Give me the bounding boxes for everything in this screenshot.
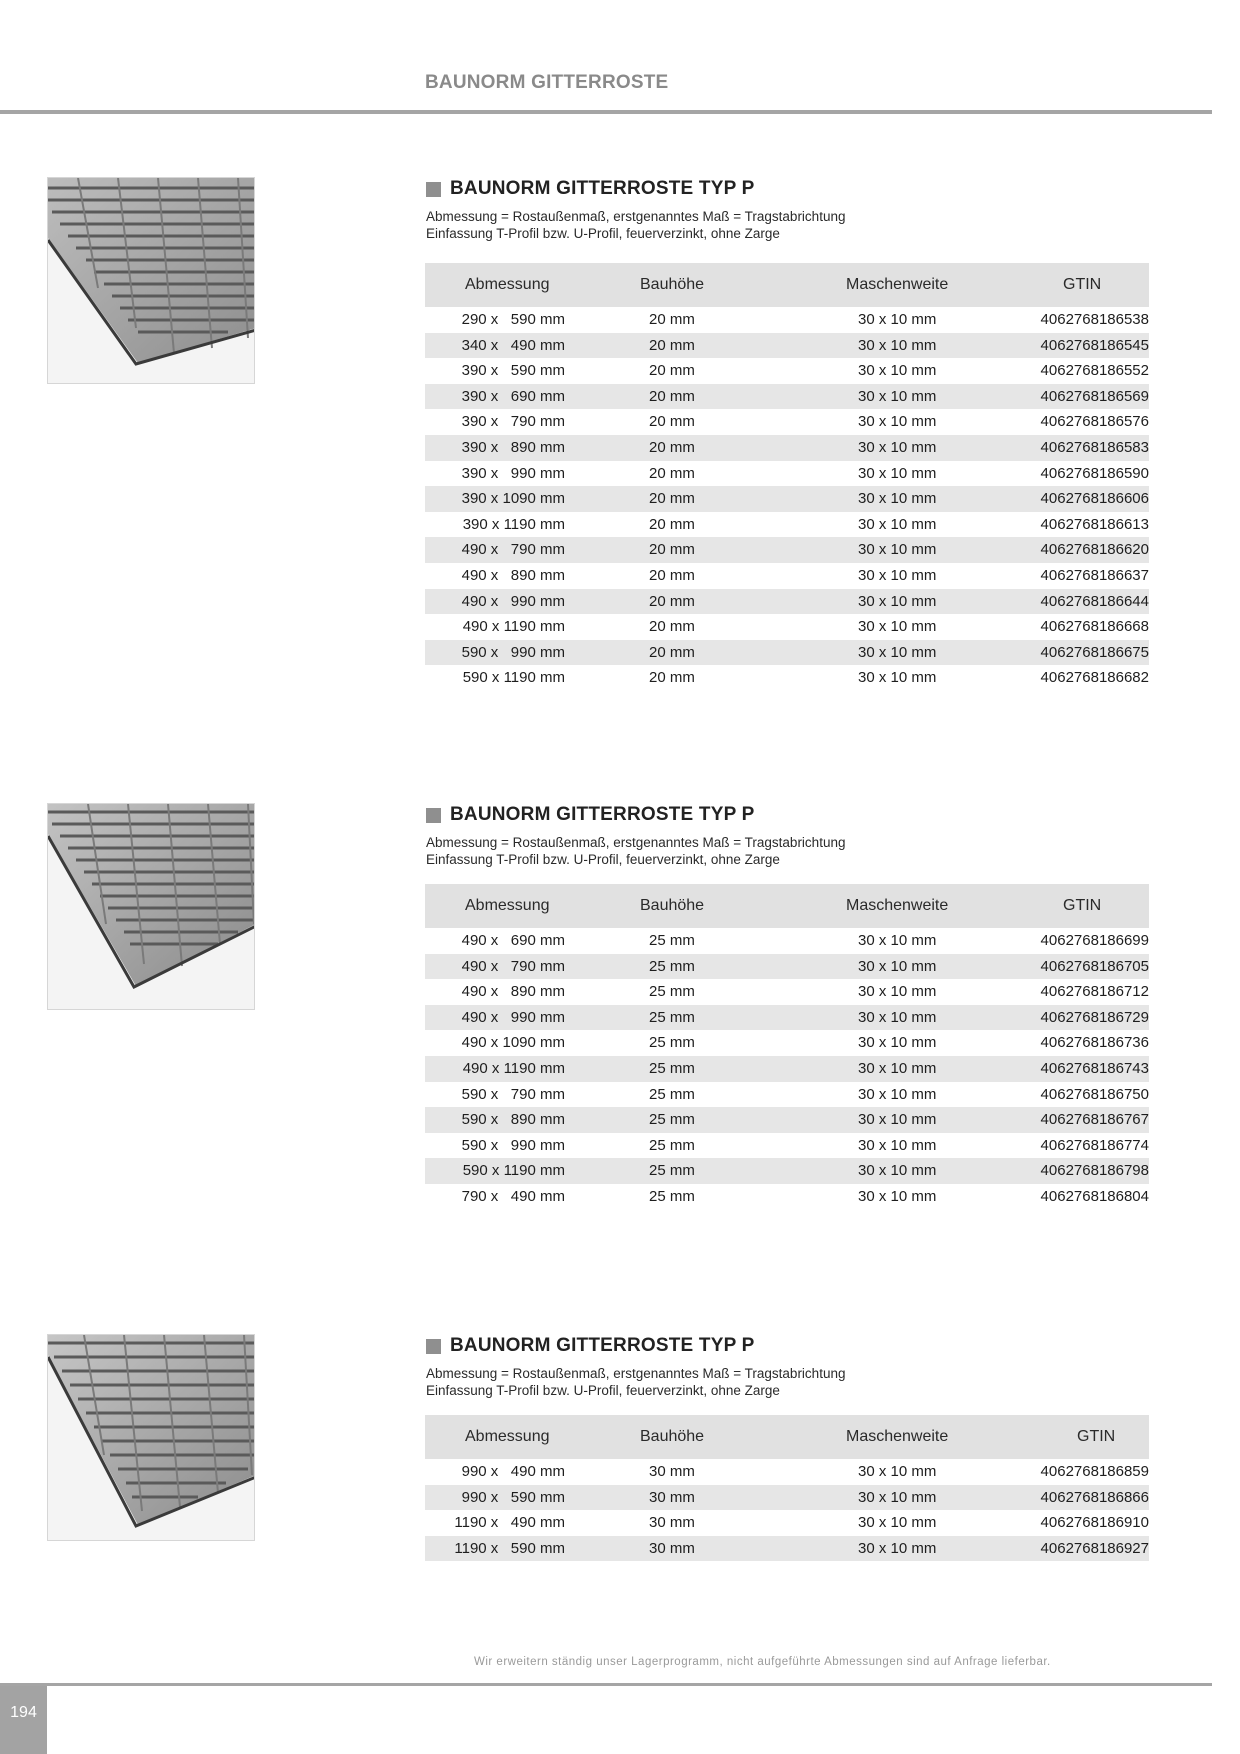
cell-abmessung: 590 x 890 mm: [461, 1111, 565, 1129]
cell-abmessung: 990 x 490 mm: [461, 1463, 565, 1480]
table-row: [425, 1030, 1149, 1056]
cell-maschenweite: 30 x 10 mm: [858, 669, 937, 687]
cell-gtin: 4062768186590: [1040, 464, 1149, 482]
description-line: Einfassung T-Profil bzw. U-Profil, feuerverzinkt, ohne Zarge: [426, 226, 780, 241]
cell-bauhoehe: 25 mm: [649, 1034, 695, 1052]
cell-abmessung: 390 x 890 mm: [461, 438, 565, 456]
section-title-text: BAUNORM GITTERROSTE TYP P: [450, 804, 755, 825]
cell-maschenweite: 30 x 10 mm: [858, 1162, 937, 1180]
table-row: [425, 512, 1149, 538]
cell-abmessung: 390 x 690 mm: [461, 387, 565, 405]
product-table: [425, 1415, 1149, 1561]
cell-abmessung: 490 x 890 mm: [461, 983, 565, 1001]
column-header-abmessung: Abmessung: [465, 897, 550, 914]
cell-bauhoehe: 25 mm: [649, 1059, 695, 1077]
cell-bauhoehe: 25 mm: [649, 1162, 695, 1180]
cell-abmessung: 390 x 990 mm: [461, 464, 565, 482]
cell-bauhoehe: 20 mm: [649, 413, 695, 431]
square-bullet-icon: [426, 1339, 441, 1354]
cell-maschenweite: 30 x 10 mm: [858, 1514, 937, 1532]
cell-maschenweite: 30 x 10 mm: [858, 592, 937, 610]
table-row: [425, 563, 1149, 589]
cell-bauhoehe: 20 mm: [649, 515, 695, 533]
cell-bauhoehe: 25 mm: [649, 1111, 695, 1129]
cell-maschenweite: 30 x 10 mm: [858, 983, 937, 1001]
column-header-bauhoehe: Bauhöhe: [640, 1428, 705, 1445]
table-header: [425, 263, 1149, 307]
section-description: [426, 834, 845, 868]
cell-bauhoehe: 25 mm: [649, 1136, 695, 1154]
cell-gtin: 4062768186675: [1040, 643, 1149, 661]
cell-gtin: 4062768186606: [1040, 490, 1149, 508]
cell-abmessung: 490 x 1190 mm: [462, 1059, 565, 1077]
table-row: [425, 1133, 1149, 1159]
cell-maschenweite: 30 x 10 mm: [858, 336, 937, 354]
cell-gtin: 4062768186569: [1040, 387, 1149, 405]
cell-gtin: 4062768186859: [1040, 1463, 1149, 1480]
cell-maschenweite: 30 x 10 mm: [858, 438, 937, 456]
table-row: [425, 435, 1149, 461]
description-line: Abmessung = Rostaußenmaß, erstgenanntes Maß = Tragstabrichtung: [426, 1366, 846, 1381]
cell-bauhoehe: 25 mm: [649, 1085, 695, 1103]
section-title: [426, 1334, 754, 1358]
table-row: [425, 665, 1149, 691]
cell-maschenweite: 30 x 10 mm: [858, 490, 937, 508]
table-row: [425, 333, 1149, 359]
cell-gtin: 4062768186736: [1040, 1034, 1149, 1052]
column-header-maschenweite: Maschenweite: [846, 1428, 949, 1445]
table-row: [425, 537, 1149, 563]
footer-note: Wir erweitern ständig unser Lagerprogramm, nicht aufgeführte Abmessungen sind auf Anfrage lieferbar.: [474, 1656, 1051, 1668]
section-description: [426, 208, 845, 242]
cell-maschenweite: 30 x 10 mm: [858, 957, 937, 975]
cell-abmessung: 490 x 990 mm: [461, 592, 565, 610]
cell-maschenweite: 30 x 10 mm: [858, 362, 937, 380]
table-body: [425, 307, 1149, 691]
cell-maschenweite: 30 x 10 mm: [858, 1463, 937, 1480]
table-row: [425, 1107, 1149, 1133]
table-row: [425, 1510, 1149, 1536]
table-row: [425, 954, 1149, 980]
cell-abmessung: 490 x 890 mm: [461, 566, 565, 584]
description-line: Einfassung T-Profil bzw. U-Profil, feuerverzinkt, ohne Zarge: [426, 1383, 780, 1398]
cell-maschenweite: 30 x 10 mm: [858, 413, 937, 431]
cell-gtin: 4062768186743: [1040, 1059, 1149, 1077]
cell-abmessung: 390 x 790 mm: [461, 413, 565, 431]
grating-product-image: [47, 177, 255, 384]
cell-maschenweite: 30 x 10 mm: [858, 932, 937, 949]
cell-bauhoehe: 20 mm: [649, 438, 695, 456]
cell-gtin: 4062768186729: [1040, 1008, 1149, 1026]
table-row: [425, 589, 1149, 615]
cell-bauhoehe: 20 mm: [649, 541, 695, 559]
cell-bauhoehe: 20 mm: [649, 311, 695, 328]
table-row: [425, 1184, 1149, 1210]
column-header-bauhoehe: Bauhöhe: [640, 897, 705, 914]
cell-gtin: 4062768186774: [1040, 1136, 1149, 1154]
table-row: [425, 1005, 1149, 1031]
page-header-title: BAUNORM GITTERROSTE: [425, 72, 669, 93]
cell-gtin: 4062768186699: [1040, 932, 1149, 949]
cell-maschenweite: 30 x 10 mm: [858, 515, 937, 533]
cell-bauhoehe: 20 mm: [649, 566, 695, 584]
cell-bauhoehe: 20 mm: [649, 490, 695, 508]
table-row: [425, 461, 1149, 487]
page-number: 194: [0, 1686, 47, 1754]
column-header-abmessung: Abmessung: [465, 1428, 550, 1445]
cell-bauhoehe: 25 mm: [649, 957, 695, 975]
cell-gtin: 4062768186705: [1040, 957, 1149, 975]
table-row: [425, 486, 1149, 512]
cell-abmessung: 1190 x 490 mm: [454, 1514, 565, 1532]
product-table: [425, 884, 1149, 1210]
square-bullet-icon: [426, 808, 441, 823]
cell-bauhoehe: 20 mm: [649, 336, 695, 354]
table-body: [425, 928, 1149, 1210]
cell-gtin: 4062768186545: [1040, 336, 1149, 354]
cell-gtin: 4062768186668: [1040, 618, 1149, 636]
section-description: [426, 1365, 845, 1399]
cell-maschenweite: 30 x 10 mm: [858, 566, 937, 584]
cell-bauhoehe: 20 mm: [649, 618, 695, 636]
cell-bauhoehe: 25 mm: [649, 983, 695, 1001]
cell-maschenweite: 30 x 10 mm: [858, 1136, 937, 1154]
header-divider: [0, 110, 1212, 114]
table-row: [425, 384, 1149, 410]
cell-gtin: 4062768186576: [1040, 413, 1149, 431]
cell-gtin: 4062768186637: [1040, 566, 1149, 584]
cell-bauhoehe: 30 mm: [649, 1539, 695, 1557]
cell-gtin: 4062768186620: [1040, 541, 1149, 559]
cell-abmessung: 590 x 990 mm: [461, 643, 565, 661]
table-row: [425, 928, 1149, 954]
cell-gtin: 4062768186798: [1040, 1162, 1149, 1180]
table-row: [425, 1459, 1149, 1485]
cell-abmessung: 390 x 1190 mm: [462, 515, 565, 533]
cell-maschenweite: 30 x 10 mm: [858, 541, 937, 559]
cell-abmessung: 590 x 1190 mm: [462, 1162, 565, 1180]
grating-product-image: [47, 803, 255, 1010]
cell-gtin: 4062768186866: [1040, 1488, 1149, 1506]
cell-abmessung: 490 x 790 mm: [461, 957, 565, 975]
cell-bauhoehe: 20 mm: [649, 387, 695, 405]
table-header: [425, 1415, 1149, 1459]
cell-gtin: 4062768186910: [1040, 1514, 1149, 1532]
cell-bauhoehe: 25 mm: [649, 1008, 695, 1026]
cell-abmessung: 490 x 1090 mm: [461, 1034, 565, 1052]
cell-abmessung: 590 x 790 mm: [461, 1085, 565, 1103]
cell-abmessung: 340 x 490 mm: [461, 336, 565, 354]
cell-abmessung: 390 x 590 mm: [461, 362, 565, 380]
cell-abmessung: 990 x 590 mm: [461, 1488, 565, 1506]
cell-abmessung: 390 x 1090 mm: [461, 490, 565, 508]
cell-maschenweite: 30 x 10 mm: [858, 1085, 937, 1103]
table-row: [425, 640, 1149, 666]
description-line: Einfassung T-Profil bzw. U-Profil, feuerverzinkt, ohne Zarge: [426, 852, 780, 867]
product-table: [425, 263, 1149, 691]
cell-gtin: 4062768186750: [1040, 1085, 1149, 1103]
cell-maschenweite: 30 x 10 mm: [858, 1187, 937, 1205]
cell-gtin: 4062768186682: [1040, 669, 1149, 687]
cell-gtin: 4062768186613: [1040, 515, 1149, 533]
cell-abmessung: 490 x 790 mm: [461, 541, 565, 559]
cell-gtin: 4062768186767: [1040, 1111, 1149, 1129]
table-header: [425, 884, 1149, 928]
column-header-gtin: GTIN: [1077, 1428, 1116, 1445]
cell-gtin: 4062768186583: [1040, 438, 1149, 456]
section-title: [426, 177, 754, 201]
cell-bauhoehe: 20 mm: [649, 669, 695, 687]
cell-maschenweite: 30 x 10 mm: [858, 643, 937, 661]
column-header-abmessung: Abmessung: [465, 276, 550, 293]
cell-gtin: 4062768186712: [1040, 983, 1149, 1001]
cell-maschenweite: 30 x 10 mm: [858, 311, 937, 328]
cell-bauhoehe: 25 mm: [649, 1187, 695, 1205]
cell-maschenweite: 30 x 10 mm: [858, 1034, 937, 1052]
square-bullet-icon: [426, 182, 441, 197]
footer-divider: [0, 1683, 1212, 1686]
cell-maschenweite: 30 x 10 mm: [858, 1488, 937, 1506]
cell-bauhoehe: 20 mm: [649, 592, 695, 610]
cell-maschenweite: 30 x 10 mm: [858, 464, 937, 482]
cell-maschenweite: 30 x 10 mm: [858, 1111, 937, 1129]
cell-bauhoehe: 30 mm: [649, 1488, 695, 1506]
column-header-gtin: GTIN: [1063, 276, 1102, 293]
cell-bauhoehe: 20 mm: [649, 643, 695, 661]
cell-maschenweite: 30 x 10 mm: [858, 1539, 937, 1557]
cell-abmessung: 490 x 690 mm: [461, 932, 565, 949]
cell-abmessung: 290 x 590 mm: [461, 311, 565, 328]
description-line: Abmessung = Rostaußenmaß, erstgenanntes Maß = Tragstabrichtung: [426, 835, 846, 850]
cell-abmessung: 1190 x 590 mm: [454, 1539, 565, 1557]
cell-bauhoehe: 25 mm: [649, 932, 695, 949]
cell-bauhoehe: 20 mm: [649, 362, 695, 380]
column-header-maschenweite: Maschenweite: [846, 897, 949, 914]
cell-bauhoehe: 30 mm: [649, 1514, 695, 1532]
cell-bauhoehe: 30 mm: [649, 1463, 695, 1480]
cell-abmessung: 490 x 990 mm: [461, 1008, 565, 1026]
cell-maschenweite: 30 x 10 mm: [858, 1008, 937, 1026]
column-header-maschenweite: Maschenweite: [846, 276, 949, 293]
table-body: [425, 1459, 1149, 1561]
table-row: [425, 1536, 1149, 1562]
column-header-gtin: GTIN: [1063, 897, 1102, 914]
cell-maschenweite: 30 x 10 mm: [858, 618, 937, 636]
cell-maschenweite: 30 x 10 mm: [858, 387, 937, 405]
table-row: [425, 614, 1149, 640]
table-row: [425, 358, 1149, 384]
section-title-text: BAUNORM GITTERROSTE TYP P: [450, 178, 755, 199]
cell-abmessung: 790 x 490 mm: [461, 1187, 565, 1205]
description-line: Abmessung = Rostaußenmaß, erstgenanntes Maß = Tragstabrichtung: [426, 209, 846, 224]
table-row: [425, 307, 1149, 333]
cell-gtin: 4062768186644: [1040, 592, 1149, 610]
table-row: [425, 1056, 1149, 1082]
table-row: [425, 1158, 1149, 1184]
column-header-bauhoehe: Bauhöhe: [640, 276, 705, 293]
table-row: [425, 409, 1149, 435]
cell-abmessung: 490 x 1190 mm: [462, 618, 565, 636]
section-title: [426, 803, 754, 827]
cell-gtin: 4062768186552: [1040, 362, 1149, 380]
cell-bauhoehe: 20 mm: [649, 464, 695, 482]
table-row: [425, 1082, 1149, 1108]
cell-gtin: 4062768186804: [1040, 1187, 1149, 1205]
cell-abmessung: 590 x 990 mm: [461, 1136, 565, 1154]
cell-abmessung: 590 x 1190 mm: [462, 669, 565, 687]
table-row: [425, 979, 1149, 1005]
table-row: [425, 1485, 1149, 1511]
cell-gtin: 4062768186538: [1040, 311, 1149, 328]
cell-maschenweite: 30 x 10 mm: [858, 1059, 937, 1077]
cell-gtin: 4062768186927: [1040, 1539, 1149, 1557]
grating-product-image: [47, 1334, 255, 1541]
section-title-text: BAUNORM GITTERROSTE TYP P: [450, 1335, 755, 1356]
